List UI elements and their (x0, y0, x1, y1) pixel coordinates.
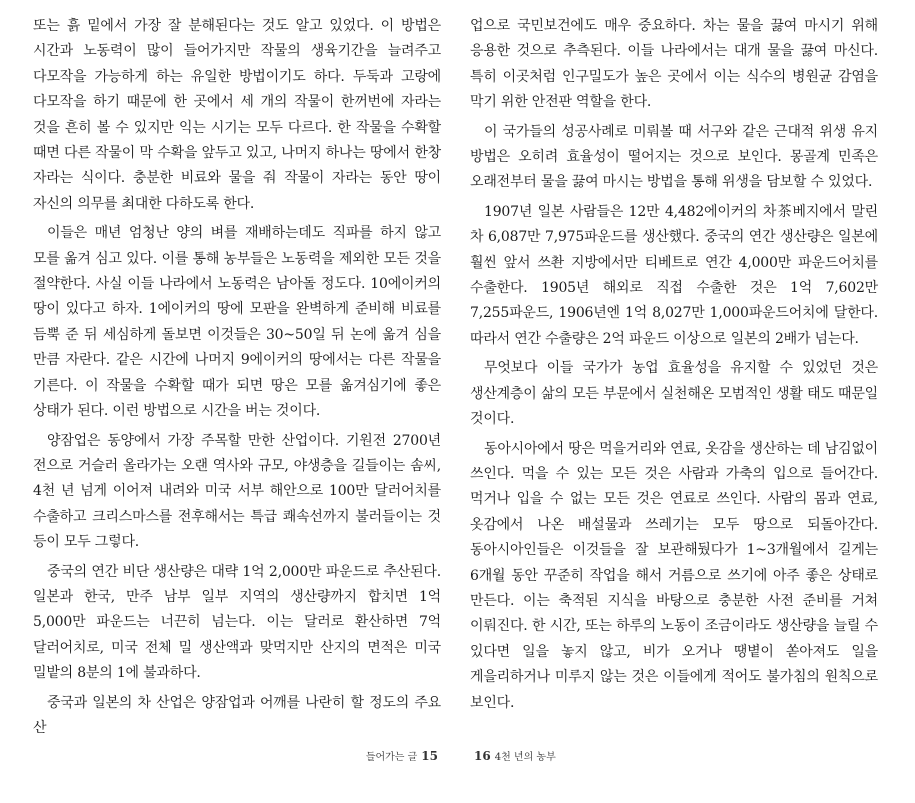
right-paragraph-2: 이 국가들의 성공사례로 미뤄볼 때 서구와 같은 근대적 위생 유지 방법은 오히려 효율성이 떨어지는 것으로 보인다. 몽골계 민족은 오래전부터 물을 끓여 마시는 방법을 통해 위생을 담보할 수 있었다. (470, 123, 878, 191)
right-running-head: 4천 년의 농부 (494, 752, 556, 763)
left-paragraph-1: 또는 흙 밑에서 가장 잘 분해된다는 것도 알고 있었다. 이 방법은 시간과 노동력이 많이 들어가지만 작물의 생육기간을 늘려주고 다모작을 가능하게 하는 유일한 방법이기도 하다. 두둑과 고랑에 다모작을 하기 때문에 한 곳에서 세 개의 작물이 한꺼번에 자라는 것을 흔히 볼 수 있지만 익는 시기는 모두 다르다. 한 작물을 수확할 때면 다른 작물이 막 수확을 앞두고 있고, 나머지 하나는 땅에서 한창 자라는 식이다. 충분한 비료와 물을 줘 작물이 자라는 동안 땅이 자신의 의무를 최대한 다하도록 한다. (33, 18, 441, 212)
right-paragraph-4: 무엇보다 이들 국가가 농업 효율성을 유지할 수 있었던 것은 생산계층이 삶의 모든 부문에서 실천해온 모범적인 생활 태도 때문일 것이다. (470, 360, 878, 428)
left-paragraph-3: 양잠업은 동양에서 가장 주목할 만한 산업이다. 기원전 2700년 전으로 거슬러 올라가는 오랜 역사와 규모, 야생층을 길들이는 솜씨, 4천 년 넘게 이어져 내려와 미국 서부 해안으로 100만 달러어치를 수출하고 크리스마스를 전후해서는 특급 쾌속선까지 불러들이는 것 등이 모두 그렇다. (33, 432, 441, 551)
left-page-number: 15 (421, 749, 438, 763)
right-page-number: 16 (474, 749, 491, 763)
right-page-footer (470, 748, 590, 763)
left-paragraph-5: 중국과 일본의 차 산업은 양잠업과 어깨를 나란히 할 정도의 주요 산 (33, 694, 441, 736)
left-running-head: 들어가는 글 (365, 752, 418, 763)
right-page (470, 14, 878, 714)
left-page (33, 14, 441, 736)
right-paragraph-5: 동아시아에서 땅은 먹을거리와 연료, 옷감을 생산하는 데 남김없이 쓰인다. 먹을 수 있는 모든 것은 사람과 가축의 입으로 들어간다. 먹거나 입을 수 없는 모든 것은 연료로 쓰인다. 사람의 몸과 연료, 옷감에서 나온 배설물과 쓰레기는 모두 땅으로 되돌아간다. 동아시아인들은 이것들을 잘 보관해뒀다가 1~3개월에서 길게는 6개월 동안 꾸준히 작업을 해서 거름으로 쓰기에 아주 좋은 상태로 만든다. 이는 축적된 지식을 바탕으로 충분한 사전 준비를 거쳐 이뤄진다. 한 시간, 또는 하루의 노동이 조금이라도 생산량을 늘릴 수 있다면 일을 놓지 않고, 비가 오거나 땡볕이 쏟아져도 일을 게을리하거나 미루지 않는 것은 이들에게 적어도 불가침의 원칙으로 보인다. (470, 440, 878, 711)
right-paragraph-3: 1907년 일본 사람들은 12만 4,482에이커의 차茶베지에서 말린 차 6,087만 7,975파운드를 생산했다. 중국의 연간 생산량은 일본에 훨씬 앞서 쓰촨 지방에서만 티베트로 연간 4,000만 파운드어치를 수출한다. 1905년 해외로 직접 수출한 것은 1억 7,602만 7,255파운드, 1906년엔 1억 8,027만 1,000파운드어치에 달한다. 따라서 연간 수출량은 2억 파운드 이상으로 일본의 2배가 넘는다. (470, 203, 878, 347)
left-page-footer (346, 748, 442, 763)
right-paragraph-1: 업으로 국민보건에도 매우 중요하다. 차는 물을 끓여 마시기 위해 응용한 것으로 추측된다. 이들 나라에서는 대개 물을 끓여 마신다. 특히 이곳처럼 인구밀도가 높은 곳에서 이는 식수의 병원균 감염을 막기 위한 안전판 역할을 한다. (470, 18, 878, 111)
left-paragraph-4: 중국의 연간 비단 생산량은 대략 1억 2,000만 파운드로 추산된다. 일본과 한국, 만주 남부 일부 지역의 생산량까지 합치면 1억 5,000만 파운드는 너끈히 넘는다. 이는 달러로 환산하면 7억 달러어치로, 미국 전체 밀 생산액과 맞먹지만 산지의 면적은 미국 밀밭의 8분의 1에 불과하다. (33, 563, 441, 682)
left-paragraph-2: 이들은 매년 엄청난 양의 벼를 재배하는데도 직파를 하지 않고 모를 옮겨 심고 있다. 이를 통해 농부들은 노동력을 제외한 모든 것을 절약한다. 사실 이들 나라에서 노동력은 남아돌 정도다. 10에이커의 땅이 있다고 하자. 1에이커의 땅에 모판을 완벽하게 준비해 비료를 듬뿍 준 뒤 세심하게 돌보면 이것들은 30~50일 뒤 논에 옮겨 심을 만큼 자란다. 같은 시간에 나머지 9에이커의 땅에서는 다른 작물을 기른다. 이 작물을 수확할 때가 되면 땅은 모를 옮겨심기에 좋은 상태가 된다. 이런 방법으로 시간을 버는 것이다. (33, 225, 441, 420)
